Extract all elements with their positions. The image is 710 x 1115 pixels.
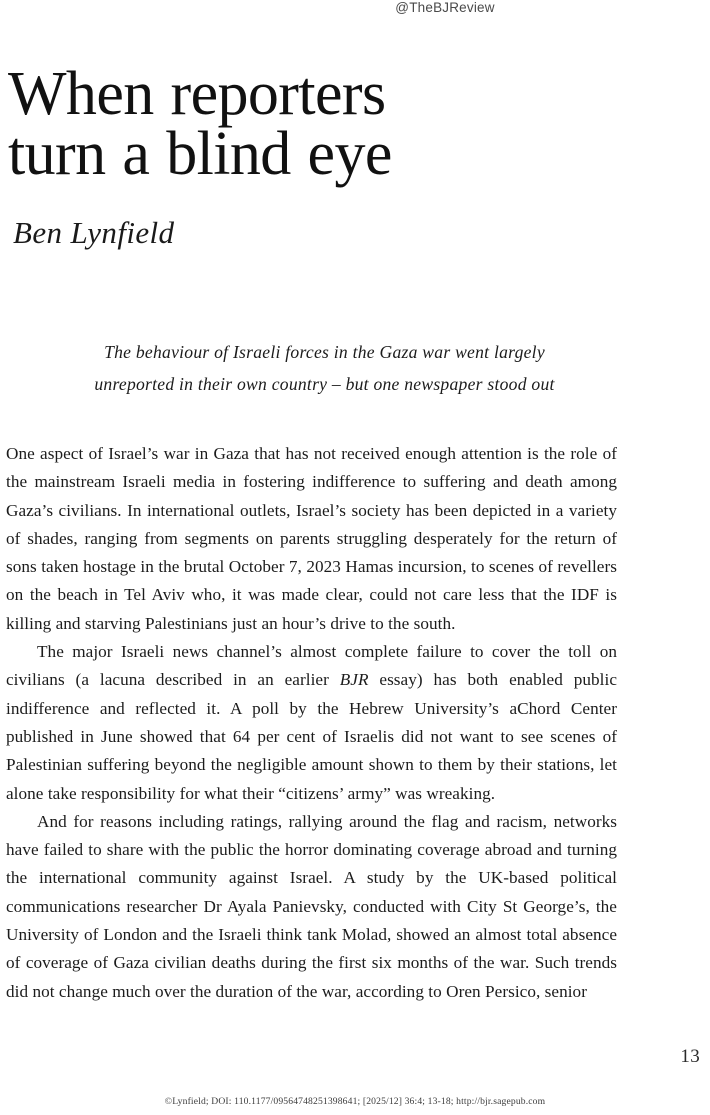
paragraph-2-text-before-citation: The major Israeli news channel’s almost complete failure to cover the toll on civilians (a lacuna described in an earlier [6, 642, 617, 690]
social-handle: @TheBJReview [395, 0, 495, 15]
footer-citation: ©Lynfield; DOI: 110.1177/09564748251398641; [2025/12] 36:4; 13-18; http://bjr.sagepub.com [164, 1096, 546, 1107]
standfirst-line-2: unreported in their own country – but one newspaper stood out [94, 374, 555, 394]
headline-line-1: When reporters [8, 59, 386, 128]
standfirst-line-1: The behaviour of Israeli forces in the Gaza war went largely [104, 342, 545, 362]
running-head [0, 0, 710, 22]
byline-author: Ben Lynfield [13, 215, 175, 250]
body-paragraph-3: And for reasons including ratings, rallying around the flag and racism, networks have failed to share with the public the horror dominating coverage abroad and turning the international community against Israel. A study by the UK-based political communications researcher Dr Ayala Panievsky, conducted with City St George’s, the University of London and the Israeli think tank Molad, showed an almost total absence of coverage of Gaza civilian deaths during the first six months of the war. Such trends did not change much over the duration of the war, according to Oren Persico, senior [6, 811, 617, 1001]
body-paragraph-1: One aspect of Israel’s war in Gaza that has not received enough attention is the role of the mainstream Israeli media in fostering indifference to suffering and death among Gaza’s civilians. In international outlets, Israel’s society has been depicted in a variety of shades, ranging from segments on parents struggling desperately for the return of sons taken hostage in the brutal October 7, 2023 Hamas incursion, to scenes of revellers on the beach in Tel Aviv who, it was made clear, could not care less that the IDF is killing and starving Palestinians just an hour’s drive to the south. [6, 444, 617, 633]
paragraph-2-text-after-citation: essay) has both enabled public indifference and reflected it. A poll by the Hebrew University’s aChord Center published in June showed that 64 per cent of Israelis did not want to see scenes of Palestinian suffering beyond the negligible amount shown to them by their stations, let alone take responsibility for what their “citizens’ army” was wreaking. [6, 670, 618, 803]
page-number: 13 [680, 1046, 700, 1067]
page-title [8, 59, 648, 189]
body-paragraph-2 [6, 638, 617, 808]
article-body [6, 440, 617, 1006]
headline-line-2: turn a blind eye [8, 120, 392, 189]
journal-abbreviation: BJR [339, 670, 369, 690]
standfirst [52, 336, 597, 400]
